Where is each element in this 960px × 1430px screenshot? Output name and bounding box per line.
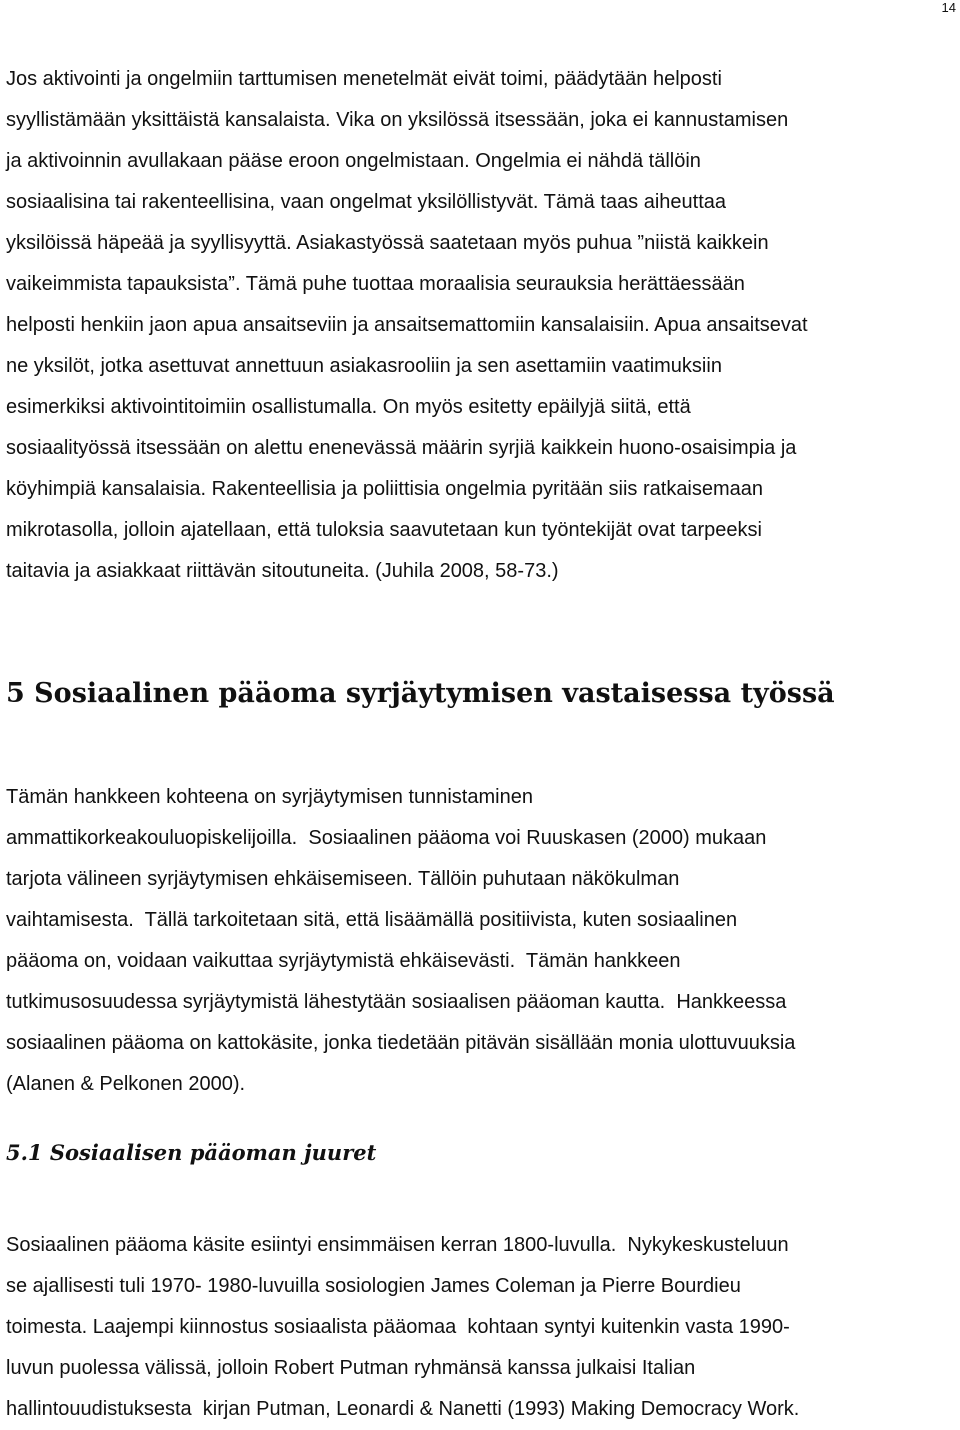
text-line: ne yksilöt, jotka asettuvat annettuun asiakasrooliin ja sen asettamiin vaatimuksiin (6, 355, 722, 377)
text-line: Sosiaalinen pääoma käsite esiintyi ensimmäisen kerran 1800-luvulla. Nykykeskusteluun (6, 1234, 789, 1256)
text-line: luvun puolessa välissä, jolloin Robert Putman ryhmänsä kanssa julkaisi Italian (6, 1357, 696, 1379)
text-line: Jos aktivointi ja ongelmiin tarttumisen menetelmät eivät toimi, päädytään helposti (6, 68, 722, 90)
text-line: pääoma on, voidaan vaikuttaa syrjäytymistä ehkäisevästi. Tämän hankkeen (6, 950, 681, 972)
page-number: 14 (941, 0, 956, 15)
text-line: taitavia ja asiakkaat riittävän sitoutuneita. (Juhila 2008, 58-73.) (6, 560, 559, 582)
text-line: yksilöissä häpeää ja syyllisyyttä. Asiakastyössä saatetaan myös puhua ”niistä kaikkein (6, 232, 769, 254)
text-line: tarjota välineen syrjäytymisen ehkäisemiseen. Tällöin puhutaan näkökulman (6, 868, 680, 890)
text-line: se ajallisesti tuli 1970- 1980-luvuilla sosiologien James Coleman ja Pierre Bourdieu (6, 1275, 741, 1297)
text-line: sosiaalisina tai rakenteellisina, vaan ongelmat yksilöllistyvät. Tämä taas aiheuttaa (6, 191, 727, 213)
text-line: (Alanen & Pelkonen 2000). (6, 1073, 246, 1095)
text-line: vaikeimmista tapauksista”. Tämä puhe tuottaa moraalisia seurauksia herättäessään (6, 273, 745, 295)
paragraph-juuret (6, 1225, 956, 1430)
paragraph-aktivointi (6, 59, 956, 592)
text-line: toimesta. Laajempi kiinnostus sosiaalista pääomaa kohtaan syntyi kuitenkin vasta 1990- (6, 1316, 790, 1338)
text-line: sosiaalinen pääoma on kattokäsite, jonka tiedetään pitävän sisällään monia ulottuvuuksia (6, 1032, 796, 1054)
section-heading-5-1: 5.1 Sosiaalisen pääoman juuret (6, 1140, 377, 1165)
text-line: vaihtamisesta. Tällä tarkoitetaan sitä, että lisäämällä positiivista, kuten sosiaalinen (6, 909, 738, 931)
text-line: syyllistämään yksittäistä kansalaista. Vika on yksilössä itsessään, joka ei kannustamisen (6, 109, 789, 131)
text-line: esimerkiksi aktivointitoimiin osallistumalla. On myös esitetty epäilyjä siitä, että (6, 396, 691, 418)
text-line: sosiaalityössä itsessään on alettu enenevässä määrin syrjiä kaikkein huono-osaisimpia ja (6, 437, 797, 459)
text-line: Tämän hankkeen kohteena on syrjäytymisen tunnistaminen (6, 786, 533, 808)
text-line: köyhimpiä kansalaisia. Rakenteellisia ja poliittisia ongelmia pyritään siis ratkaisemaan (6, 478, 764, 500)
text-line: ja aktivoinnin avullakaan pääse eroon ongelmistaan. Ongelmia ei nähdä tällöin (6, 150, 701, 172)
section-heading-5: 5 Sosiaalinen pääoma syrjäytymisen vastaisessa työssä (6, 678, 835, 709)
text-line: hallintouudistuksesta kirjan Putman, Leonardi & Nanetti (1993) Making Democracy Work. (6, 1398, 800, 1420)
text-line: tutkimusosuudessa syrjäytymistä lähestytään sosiaalisen pääoman kautta. Hankkeessa (6, 991, 787, 1013)
text-line: ammattikorkeakouluopiskelijoilla. Sosiaalinen pääoma voi Ruuskasen (2000) mukaan (6, 827, 767, 849)
paragraph-hanke (6, 777, 956, 1105)
text-line: mikrotasolla, jolloin ajatellaan, että tuloksia saavutetaan kun työntekijät ovat tarpeeksi (6, 519, 762, 541)
text-line: helposti henkiin jaon apua ansaitseviin ja ansaitsemattomiin kansalaisiin. Apua ansaitsevat (6, 314, 808, 336)
